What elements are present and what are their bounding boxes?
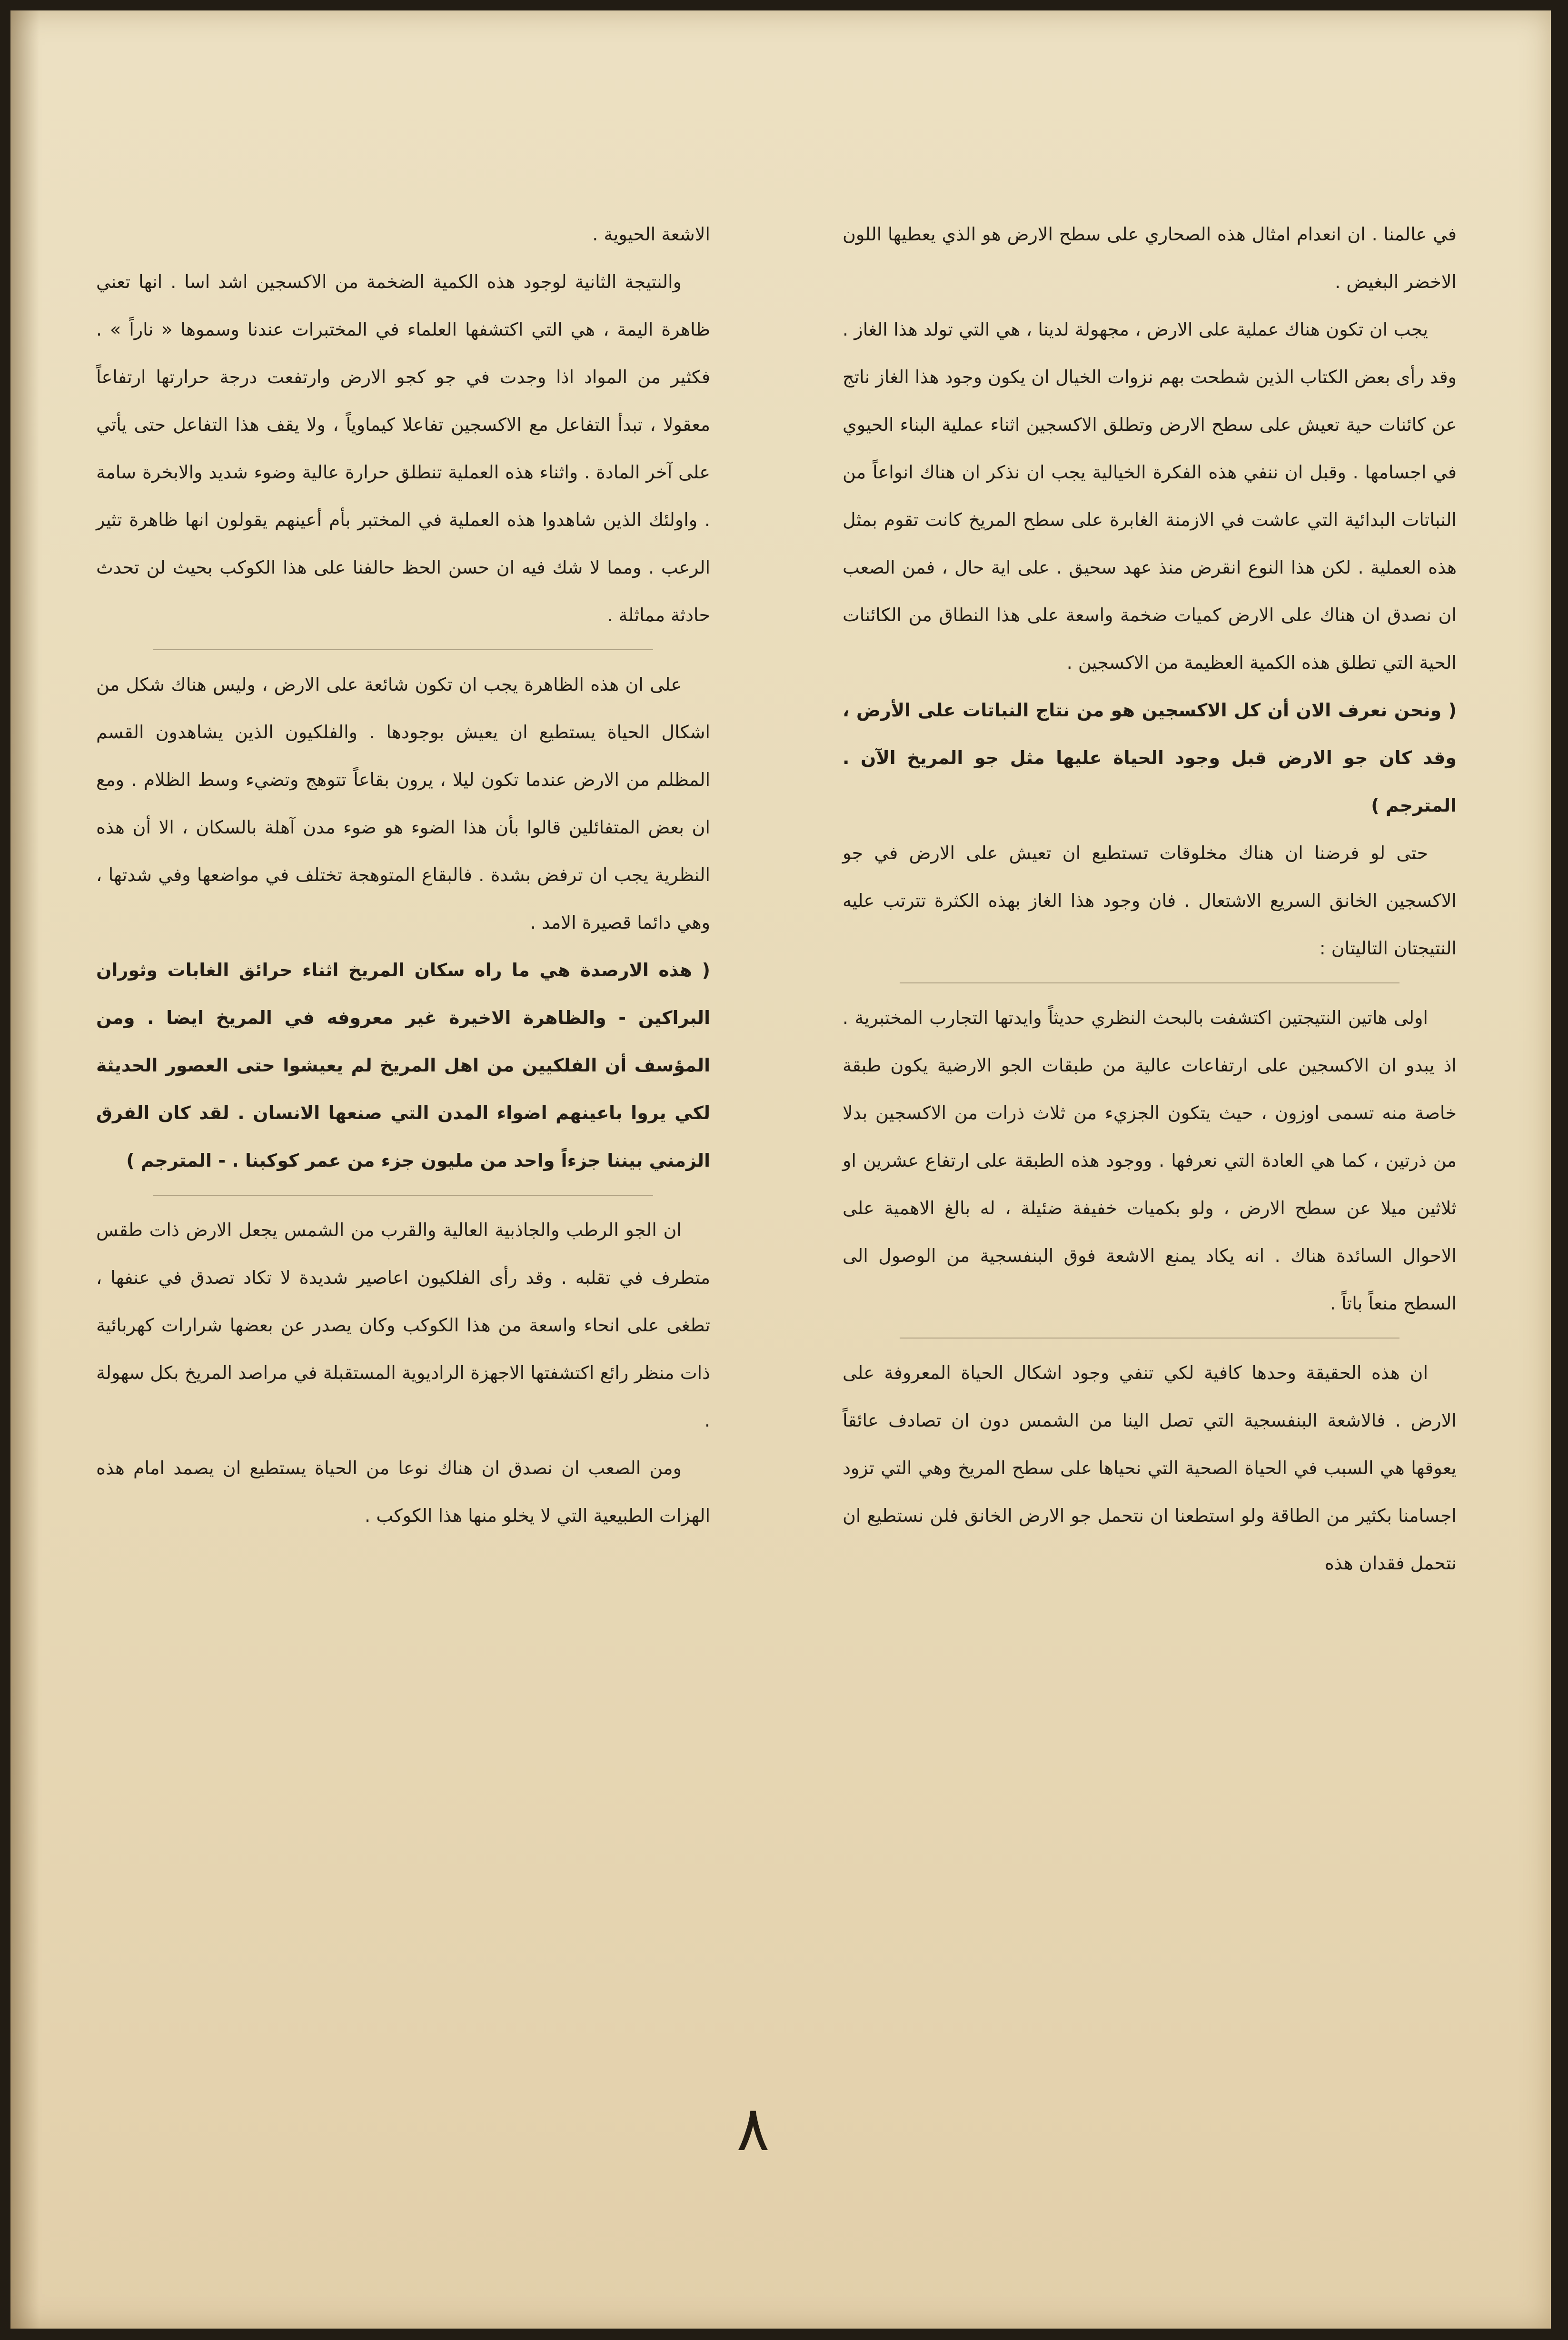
- translator-note: ( هذه الارصدة هي ما راه سكان المريخ اثناء حرائق الغابات وثوران البراكين - والظاهرة الاخيرة غير معروفه في المريخ ايضا . ومن المؤسف أن الفلكيين من اهل المريخ لم يعيشوا حتى العصور الحديثة لكي يروا باعينهم اضواء المدن التي صنعها الانسان . لقد كان الفرق الزمني بيننا جزءاً واحد من مليون جزء من عمر كوكبنا . - المترجم ): [96, 960, 710, 1171]
- page-number: ٨: [736, 2092, 770, 2165]
- paragraph: الاشعة الحيوية .: [592, 224, 710, 245]
- paragraph-divider: [153, 1195, 653, 1196]
- right-text-column: [843, 210, 1457, 1587]
- paragraph: ان هذه الحقيقة وحدها كافية لكي تنفي وجود اشكال الحياة المعروفة على الارض . فالاشعة البنفسجية التي تصل الينا من الشمس دون ان تصادف عائقاً يعوقها هي السبب في الحياة الصحية التي نحياها على سطح المريخ وهي التي تزود اجسامنا بكثير من الطاقة ولو استطعنا ان نتحمل جو الارض الخانق فلن نستطيع ان نتحمل فقدان هذه: [843, 1362, 1457, 1574]
- paragraph-divider: [153, 649, 653, 650]
- paragraph: ومن الصعب ان نصدق ان هناك نوعا من الحياة يستطيع ان يصمد امام هذه الهزات الطبيعية التي لا يخلو منها هذا الكوكب .: [96, 1458, 710, 1526]
- paragraph: في عالمنا . ان انعدام امثال هذه الصحاري على سطح الارض هو الذي يعطيها اللون الاخضر البغيض .: [843, 224, 1457, 292]
- magazine-page: [10, 10, 1551, 2329]
- paragraph: على ان هذه الظاهرة يجب ان تكون شائعة على الارض ، وليس هناك شكل من اشكال الحياة يستطيع ان يعيش بوجودها . والفلكيون الذين يشاهدون القسم المظلم من الارض عندما تكون ليلا ، يرون بقاعاً تتوهج وتضيء وسط الظلام . ومع ان بعض المتفائلين قالوا بأن هذا الضوء هو ضوء مدن آهلة بالسكان ، الا أن هذه النظرية يجب ان ترفض بشدة . فالبقاع المتوهجة تختلف في مواضعها وفي شدتها ، وهي دائما قصيرة الامد .: [96, 674, 710, 933]
- paragraph-divider: [900, 982, 1399, 983]
- paragraph: والنتيجة الثانية لوجود هذه الكمية الضخمة من الاكسجين اشد اسا . انها تعني ظاهرة اليمة ، هي التي اكتشفها العلماء في المختبرات عندنا وسموها « ناراً » . فكثير من المواد اذا وجدت في جو كجو الارض وارتفعت درجة حرارتها ارتفاعاً معقولا ، تبدأ التفاعل مع الاكسجين تفاعلا كيماوياً ، ولا يقف هذا التفاعل حتى يأتي على آخر المادة . واثناء هذه العملية تنطلق حرارة عالية وضوء شديد والابخرة سامة . واولئك الذين شاهدوا هذه العملية في المختبر بأم أعينهم يقولون انها ظاهرة تثير الرعب . ومما لا شك فيه ان حسن الحظ حالفنا على هذا الكوكب بحيث لن تحدث حادثة مماثلة .: [96, 271, 710, 625]
- translator-note: ( ونحن نعرف الان أن كل الاكسجين هو من نتاج النباتات على الأرض ، وقد كان جو الارض قبل وجود الحياة عليها مثل جو المريخ الآن . المترجم ): [843, 700, 1457, 816]
- paragraph: اولى هاتين النتيجتين اكتشفت بالبحث النظري حديثاً وايدتها التجارب المختبرية . اذ يبدو ان الاكسجين على ارتفاعات عالية من طبقات الجو الارضية يكون طبقة خاصة منه تسمى اوزون ، حيث يتكون الجزيء من ثلاث ذرات من الاكسجين بدلا من ذرتين ، كما هي العادة التي نعرفها . ووجود هذه الطبقة على ارتفاع عشرين او ثلاثين ميلا عن سطح الارض ، ولو بكميات خفيفة ضئيلة ، له بالغ الاهمية على الاحوال السائدة هناك . انه يكاد يمنع الاشعة فوق البنفسجية من الوصول الى السطح منعاً باتاً .: [843, 1007, 1457, 1314]
- paragraph: يجب ان تكون هناك عملية على الارض ، مجهولة لدينا ، هي التي تولد هذا الغاز . وقد رأى بعض الكتاب الذين شطحت بهم نزوات الخيال ان يكون وجود هذا الغاز ناتج عن كائنات حية تعيش على سطح الارض وتطلق الاكسجين اثناء عملية البناء الحيوي في اجسامها . وقبل ان ننفي هذه الفكرة الخيالية يجب ان نذكر ان هناك انواعاً من النباتات البدائية التي عاشت في الازمنة الغابرة على سطح المريخ كانت تقوم بمثل هذه العملية . لكن هذا النوع انقرض منذ عهد سحيق . على اية حال ، فمن الصعب ان نصدق ان هناك على الارض كميات ضخمة واسعة على هذا النطاق من الكائنات الحية التي تطلق هذه الكمية العظيمة من الاكسجين .: [843, 319, 1457, 673]
- paragraph: حتى لو فرضنا ان هناك مخلوقات تستطيع ان تعيش على الارض في جو الاكسجين الخانق السريع الاشتعال . فان وجود هذا الغاز بهذه الكثرة تترتب عليه النتيجتان التاليتان :: [843, 843, 1457, 959]
- page-binding-shadow: [10, 10, 39, 2329]
- paragraph-divider: [900, 1338, 1399, 1339]
- left-text-column: [96, 210, 710, 1539]
- paragraph: ان الجو الرطب والجاذبية العالية والقرب من الشمس يجعل الارض ذات طقس متطرف في تقلبه . وقد رأى الفلكيون اعاصير شديدة لا تكاد تصدق في عنفها ، تطغى على انحاء واسعة من هذا الكوكب وكان يصدر عن بعضها شرارات كهربائية ذات منظر رائع اكتشفتها الاجهزة الراديوية المستقبلة في مراصد المريخ بكل سهولة .: [96, 1220, 710, 1431]
